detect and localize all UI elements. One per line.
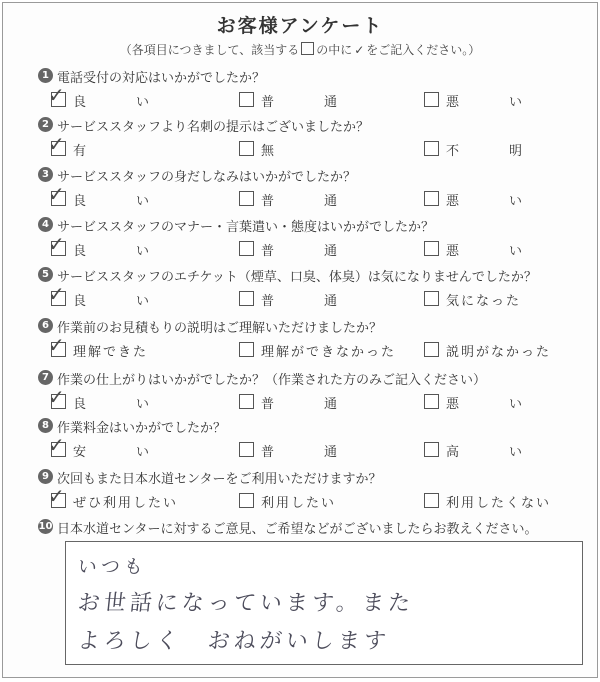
option-label: 悪い — [446, 194, 573, 209]
checkbox[interactable] — [48, 232, 66, 256]
comment-textarea[interactable] — [65, 541, 583, 665]
checkbox[interactable] — [48, 484, 66, 508]
option-label: 良い — [73, 244, 200, 259]
form-title: お客様アンケート — [216, 15, 384, 37]
comment-line: お世話になっています。また — [76, 591, 416, 616]
option-label: ぜひ利用したい — [73, 496, 179, 511]
option-label: 普通 — [261, 244, 388, 259]
check-mark-sample-icon: ✓ — [354, 43, 365, 57]
option-label: 説明がなかった — [446, 345, 552, 360]
question-text: 日本水道センターに対するご意見、ご希望などがございましたらお教えください。 — [57, 522, 538, 537]
checkbox[interactable] — [424, 442, 439, 457]
checkbox[interactable] — [48, 282, 66, 306]
checkbox[interactable] — [239, 191, 254, 206]
option-label: 良い — [73, 95, 200, 110]
option-label: 有 — [73, 144, 89, 159]
check-mark-icon: ✓ — [48, 83, 65, 107]
question-text: 作業前のお見積もりの説明はご理解いただけましたか？ — [57, 321, 383, 336]
check-mark-icon: ✓ — [48, 182, 65, 206]
option-label: 悪い — [446, 397, 573, 412]
option-label: 利用したくない — [446, 496, 552, 511]
question-number: 9 — [38, 469, 53, 484]
instruction-after: をご記入ください。） — [366, 43, 481, 57]
option-label: 悪い — [446, 244, 573, 259]
check-mark-icon: ✓ — [48, 132, 65, 156]
checkbox[interactable] — [239, 342, 254, 357]
question-text: 作業料金はいかがでしたか？ — [57, 421, 227, 436]
option-label: 気になった — [446, 294, 522, 309]
option-label: 普通 — [261, 445, 388, 460]
option-label: 普通 — [261, 194, 388, 209]
checkbox-sample-icon — [301, 42, 314, 55]
checkbox[interactable] — [48, 182, 66, 206]
checkbox[interactable] — [48, 83, 66, 107]
checkbox[interactable] — [424, 394, 439, 409]
checkbox[interactable] — [239, 241, 254, 256]
checkbox[interactable] — [48, 385, 66, 409]
option-label: 理解ができなかった — [261, 345, 397, 360]
checkbox[interactable] — [424, 493, 439, 508]
check-mark-icon: ✓ — [48, 385, 65, 409]
question-number: 7 — [38, 370, 53, 385]
question-number: 1 — [38, 68, 53, 83]
question-text: 次回もまた日本水道センターをご利用いただけますか？ — [57, 472, 382, 487]
comment-line: いつも — [76, 556, 149, 578]
option-label: 普通 — [261, 294, 388, 309]
checkbox[interactable] — [424, 191, 439, 206]
question-text: サービススタッフのマナー・言葉遣い・態度はいかがでしたか？ — [57, 220, 435, 235]
option-label: 理解できた — [73, 345, 149, 360]
question-text: サービススタッフの身だしなみはいかがでしたか？ — [57, 170, 357, 185]
check-mark-icon: ✓ — [48, 333, 65, 357]
checkbox[interactable] — [239, 442, 254, 457]
option-label: 悪い — [446, 95, 573, 110]
option-label: 無 — [261, 144, 277, 159]
option-label: 良い — [73, 294, 200, 309]
checkbox[interactable] — [239, 141, 254, 156]
option-label: 良い — [73, 194, 200, 209]
checkbox[interactable] — [239, 291, 254, 306]
question-number: 3 — [38, 167, 53, 182]
option-label: 普通 — [261, 95, 388, 110]
question-number: 6 — [38, 318, 53, 333]
instruction-before: （各項目につきまして、該当する — [119, 43, 300, 57]
question-text: 電話受付の対応はいかがでしたか？ — [57, 71, 266, 86]
question-number: 10 — [38, 521, 53, 532]
question-number: 5 — [38, 267, 53, 282]
comment-line: よろしく おねがいします — [76, 629, 392, 654]
option-label: 良い — [73, 397, 200, 412]
question-number: 8 — [38, 418, 53, 433]
checkbox[interactable] — [424, 291, 439, 306]
checkbox[interactable] — [48, 132, 66, 156]
checkbox[interactable] — [424, 141, 439, 156]
checkbox[interactable] — [239, 92, 254, 107]
check-mark-icon: ✓ — [48, 282, 65, 306]
question-number: 2 — [38, 117, 53, 132]
checkbox[interactable] — [424, 241, 439, 256]
checkbox[interactable] — [48, 333, 66, 357]
check-mark-icon: ✓ — [48, 433, 65, 457]
checkbox[interactable] — [424, 342, 439, 357]
check-mark-icon: ✓ — [48, 232, 65, 256]
question-text: サービススタッフのエチケット（煙草、口臭、体臭）は気になりませんでしたか？ — [57, 270, 537, 285]
option-label: 普通 — [261, 397, 388, 412]
survey-form — [2, 2, 598, 678]
checkbox[interactable] — [424, 92, 439, 107]
option-label: 高い — [446, 445, 573, 460]
instruction-middle: の中に — [316, 43, 353, 57]
question-number: 4 — [38, 217, 53, 232]
option-label: 安い — [73, 445, 200, 460]
checkbox[interactable] — [239, 493, 254, 508]
question-text: サービススタッフより名刺の提示はございましたか？ — [57, 120, 370, 135]
option-label: 不明 — [446, 144, 573, 159]
question-text: 作業の仕上がりはいかがでしたか？（作業された方のみご記入ください） — [57, 373, 487, 388]
check-mark-icon: ✓ — [48, 484, 65, 508]
checkbox[interactable] — [48, 433, 66, 457]
instruction-text — [3, 41, 597, 58]
checkbox[interactable] — [239, 394, 254, 409]
option-label: 利用したい — [261, 496, 337, 511]
